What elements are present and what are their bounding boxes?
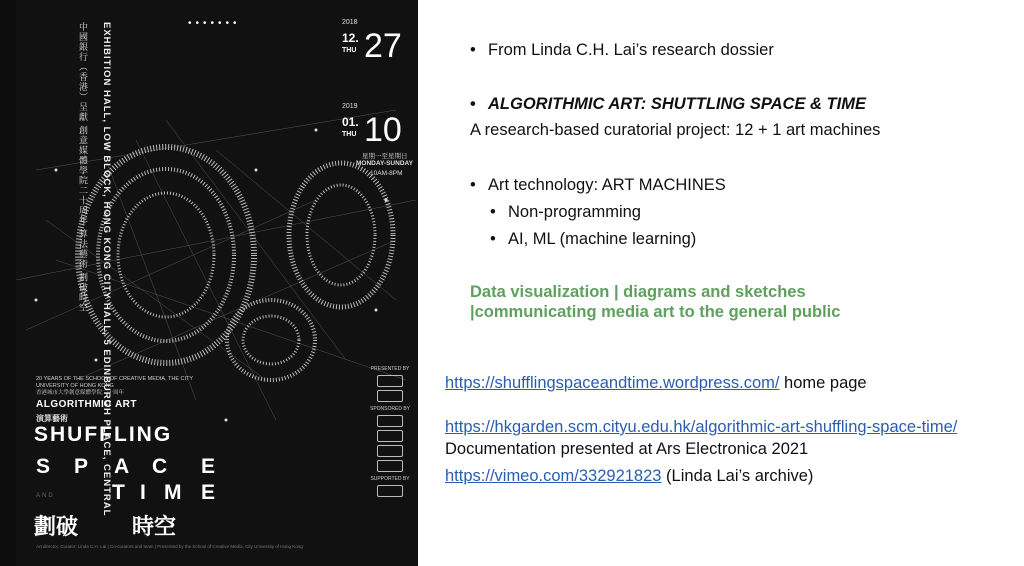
- sponsored-by-label: SPONSORED BY: [370, 406, 411, 412]
- poster-art-graphic: [16, 0, 418, 566]
- sub-bullet-ai-ml: [490, 230, 696, 249]
- poster-venue-text: EXHIBITION HALL, LOW BLOCK, HONG KONG CITY HALL, 5 EDINBURGH PLACE, CENTRAL: [101, 22, 112, 517]
- sponsor-logo: [377, 375, 403, 387]
- poster-space-letter: E: [201, 455, 216, 478]
- poster-space-letter: S: [36, 455, 51, 478]
- sponsor-logo: [377, 390, 403, 402]
- poster-dots: •••••••: [188, 18, 241, 29]
- start-year: 2018: [342, 19, 358, 26]
- end-weekday: THU: [342, 131, 357, 138]
- green-data-visualization: Data visualization | diagrams and sketches: [470, 283, 806, 301]
- poster-algorithmic-art-title: ALGORITHMIC ART: [36, 399, 138, 410]
- poster-and-word: AND: [36, 493, 55, 499]
- curatorial-line: A research-based curatorial project: 12 + 1 art machines: [470, 121, 881, 139]
- days-chinese: 星期一至星期日: [362, 153, 408, 160]
- presented-by-label: PRESENTED BY: [370, 366, 410, 372]
- link-line-homepage: [445, 374, 867, 393]
- start-weekday: THU: [342, 47, 357, 54]
- bullet-project-title: [470, 95, 866, 114]
- link-line-hkgarden: [445, 418, 957, 437]
- poster-time-letter: M: [164, 481, 182, 504]
- link-line-vimeo: [445, 467, 813, 486]
- poster-credits: Art director, Curator: Linda C.H. Lai | Co-curators and team | Presented by the School of Creative Media, City University of Hong Kong: [36, 544, 303, 549]
- end-year: 2019: [342, 103, 358, 110]
- opening-hours: 10AM-8PM: [370, 170, 403, 177]
- hkgarden-link[interactable]: https://hkgarden.scm.cityu.edu.hk/algorithmic-art-shuffling-space-time/: [445, 418, 958, 436]
- poster-cn-title-2: 時空: [132, 514, 177, 539]
- vimeo-link[interactable]: https://vimeo.com/332921823: [445, 467, 662, 485]
- poster-subtitle-cn: 香港城市大學創意媒體學院二十周年: [36, 390, 125, 396]
- poster-space-letter: A: [114, 455, 130, 478]
- poster-vertical-chinese-text: 中國銀行（香港）呈獻 創意媒體學院二十周年 算法藝術 劃破時空: [78, 22, 88, 313]
- bullet-text: ALGORITHMIC ART: SHUTTLING SPACE & TIME: [488, 95, 866, 113]
- bullet-dot: •: [470, 176, 476, 194]
- bullet-dot: •: [490, 203, 496, 221]
- vimeo-suffix: (Linda Lai’s archive): [661, 467, 814, 485]
- bullet-art-technology: [470, 176, 726, 195]
- bullet-dot: •: [470, 95, 476, 113]
- green-communicating-media-art: |communicating media art to the general public: [470, 303, 841, 321]
- poster-time-letter: I: [140, 481, 146, 504]
- poster-frame: [0, 0, 418, 566]
- homepage-link[interactable]: https://shufflingspaceandtime.wordpress.com/: [445, 374, 780, 392]
- end-day: 10: [364, 111, 402, 149]
- start-month: 12.: [342, 31, 359, 45]
- days-english: MONDAY-SUNDAY: [356, 160, 413, 167]
- bullet-dot: •: [490, 230, 496, 248]
- documentation-line: Documentation presented at Ars Electronica 2021: [445, 440, 809, 458]
- start-day: 27: [364, 27, 402, 65]
- exhibition-poster: [16, 0, 418, 566]
- poster-space-letter: C: [152, 455, 168, 478]
- homepage-suffix: home page: [779, 374, 867, 392]
- bullet-research-dossier: [470, 41, 774, 60]
- bullet-text: Non-programming: [508, 203, 641, 221]
- sponsor-logo: [377, 430, 403, 442]
- sponsor-logo: [377, 445, 403, 457]
- bullet-dot: •: [470, 41, 476, 59]
- poster-space-letter: P: [74, 455, 89, 478]
- bullet-text: From Linda C.H. Lai’s research dossier: [488, 41, 774, 59]
- poster-sponsor-column: [370, 362, 410, 497]
- poster-time-letter: T: [112, 481, 125, 504]
- sub-bullet-non-programming: [490, 203, 641, 222]
- sponsor-logo: [377, 415, 403, 427]
- poster-algorithmic-art-cn: 演算藝術: [36, 414, 68, 423]
- poster-shuffling-title: SHUFFLING: [34, 423, 173, 446]
- bullet-text: AI, ML (machine learning): [508, 230, 697, 248]
- poster-time-letter: E: [201, 481, 216, 504]
- poster-subtitle-en: 20 YEARS OF THE SCHOOL OF CREATIVE MEDIA, THE CITY UNIVERSITY OF HONG KONG: [36, 376, 193, 389]
- supported-by-label: SUPPORTED BY: [370, 476, 410, 482]
- poster-cn-title-1: 劃破: [34, 514, 79, 539]
- sponsor-logo: [377, 460, 403, 472]
- bullet-text: Art technology: ART MACHINES: [488, 176, 726, 194]
- sponsor-logo: [377, 485, 403, 497]
- end-month: 01.: [342, 115, 359, 129]
